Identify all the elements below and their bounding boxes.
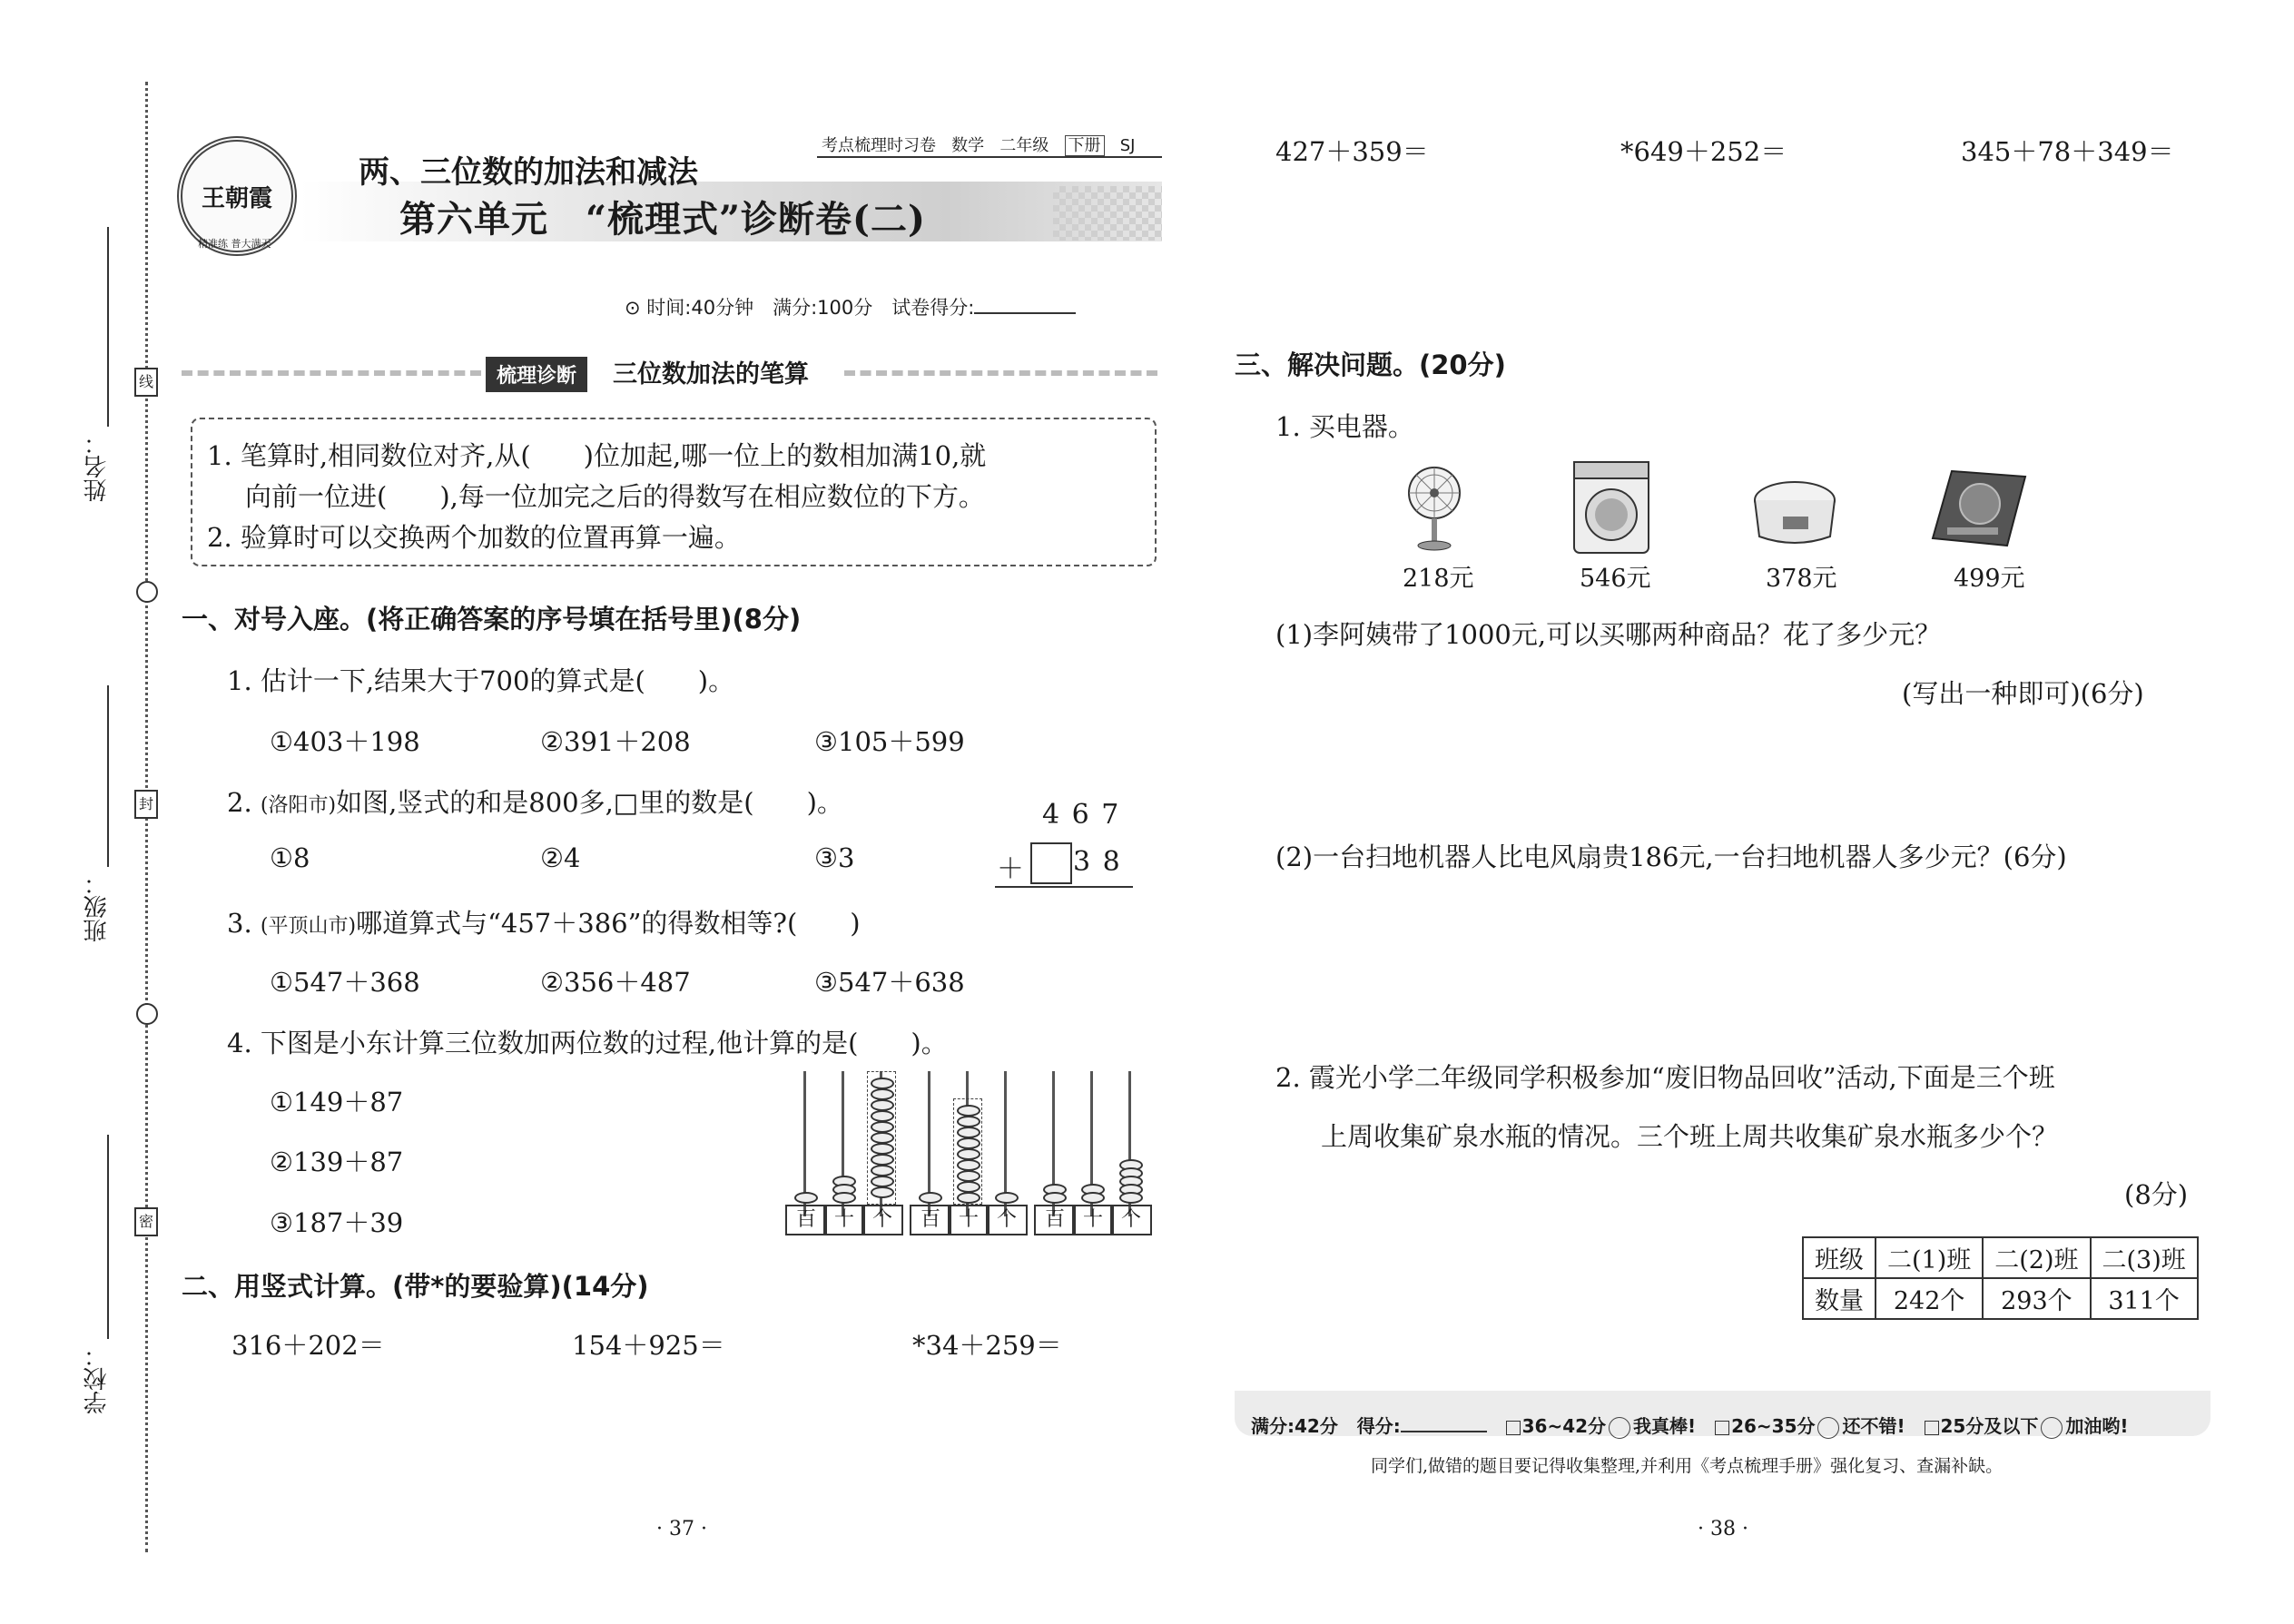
review-line-2: 2. 验算时可以交换两个加数的位置再算一遍。	[207, 522, 741, 553]
q3-1a-note: (写出一种即可)(6分)	[1902, 678, 2144, 709]
chapter-title: 两、三位数的加法和减法	[359, 154, 698, 191]
q3-1-title: 1. 买电器。	[1275, 411, 1414, 442]
q2-text: 如图,竖式的和是800多,□里的数是( )。	[336, 787, 843, 818]
vertical-bottom-number: 3 8	[1073, 846, 1122, 878]
page-number-left: · 37 ·	[656, 1518, 707, 1540]
table-cell: 班级	[1803, 1237, 1876, 1278]
induction-cooker-icon	[1929, 468, 2029, 549]
abacus-label-tens: 十	[1072, 1205, 1114, 1235]
q3-2-score: (8分)	[2124, 1179, 2189, 1210]
smile-face-icon	[1609, 1417, 1630, 1439]
abacus-label-hundreds: 百	[910, 1205, 951, 1235]
table-cell: 二(3)班	[2091, 1237, 2198, 1278]
table-cell: 242个	[1876, 1278, 1983, 1319]
abacus-label-hundreds: 百	[1034, 1205, 1076, 1235]
q4-option-1[interactable]: ①149＋87	[270, 1087, 404, 1117]
q1-option-1[interactable]: ①403＋198	[270, 726, 420, 757]
q1-option-3[interactable]: ③105＋599	[814, 726, 965, 757]
q3-option-1[interactable]: ①547＋368	[270, 967, 420, 998]
abacus-bead	[995, 1192, 1019, 1204]
abacus-label-hundreds: 百	[785, 1205, 827, 1235]
logo-subtitle: 精准练 普大满天	[198, 238, 271, 250]
table-header-row	[1803, 1237, 2198, 1278]
divider-left	[182, 370, 481, 376]
class-label: 班级：	[84, 871, 111, 942]
series-name: 考点梳理时习卷	[822, 136, 936, 155]
header-meta	[822, 133, 1135, 156]
header-rule	[817, 156, 1162, 158]
checkbox-tier1[interactable]	[1506, 1421, 1521, 1435]
score-bar-content	[1251, 1412, 2128, 1439]
got-score-label: 得分:	[1356, 1415, 1401, 1437]
section2-heading: 二、用竖式计算。(带*的要验算)(14分)	[182, 1271, 649, 1302]
q3-2-line1: 2. 霞光小学二年级同学积极参加“废旧物品回收”活动,下面是三个班	[1275, 1062, 2055, 1093]
q2-option-2[interactable]: ②4	[540, 842, 581, 873]
q3-number: 3.	[227, 908, 261, 939]
q3-text: 哪道算式与“457＋386”的得数相等?( )	[356, 908, 861, 939]
grade: 二年级	[999, 136, 1049, 155]
school-label: 学校：	[84, 1343, 111, 1414]
table-cell: 二(1)班	[1876, 1237, 1983, 1278]
tier1-range: 36~42分	[1521, 1415, 1607, 1437]
section1-heading: 一、对号入座。(将正确答案的序号填在括号里)(8分)	[182, 604, 802, 635]
binding-hole-icon	[136, 581, 158, 603]
calc-item-5[interactable]: *649＋252＝	[1620, 136, 1787, 167]
abacus-bead	[832, 1192, 856, 1204]
total-score-blank[interactable]	[974, 312, 1076, 314]
checkbox-tier3[interactable]	[1925, 1421, 1939, 1435]
time-info	[625, 293, 1076, 320]
table-cell: 数量	[1803, 1278, 1876, 1319]
abacus-label-tens: 十	[823, 1205, 865, 1235]
q1-option-2[interactable]: ②391＋208	[540, 726, 691, 757]
section3-heading: 三、解决问题。(20分)	[1235, 349, 1506, 380]
seal-char-seal: 封	[134, 790, 158, 819]
rice-cooker-icon	[1752, 477, 1838, 549]
checker-decoration	[1053, 186, 1162, 241]
q2-city: (洛阳市)	[260, 794, 337, 817]
tier3-range: 25分及以下	[1940, 1415, 2039, 1437]
abacus-bead	[794, 1192, 818, 1204]
vertical-plus-sign: ＋	[997, 853, 1024, 885]
fan-icon	[1403, 463, 1466, 554]
subject: 数学	[951, 136, 985, 155]
missing-digit-box[interactable]	[1030, 842, 1072, 884]
got-score-blank[interactable]	[1401, 1431, 1487, 1432]
edition: SJ	[1119, 136, 1136, 155]
q3-1a-text: (1)李阿姨带了1000元,可以买哪两种商品？花了多少元？	[1275, 619, 1942, 650]
price-rice-cooker: 378元	[1766, 565, 1837, 593]
abacus-bead	[919, 1192, 942, 1204]
q4-option-3[interactable]: ③187＋39	[270, 1207, 404, 1238]
q3-option-2[interactable]: ②356＋487	[540, 967, 691, 998]
page-title: 第六单元 “梳理式”诊断卷(二)	[399, 198, 926, 241]
price-fan: 218元	[1403, 565, 1474, 593]
tier2-range: 26~35分	[1731, 1415, 1816, 1437]
abacus-bead	[957, 1192, 980, 1204]
q2-option-1[interactable]: ①8	[270, 842, 310, 873]
price-induction: 499元	[1954, 565, 2025, 593]
class-bottle-table	[1802, 1236, 2199, 1320]
tier2-text: 还不错!	[1842, 1415, 1905, 1437]
full-score: 满分:42分	[1251, 1415, 1338, 1437]
logo-text: 王朝霞	[201, 184, 272, 212]
time-info-text: 时间:40分钟 满分:100分 试卷得分:	[646, 297, 975, 319]
abacus-label-ones: 个	[986, 1205, 1028, 1235]
school-blank[interactable]	[107, 1135, 109, 1339]
footer-note: 同学们,做错的题目要记得收集整理,并利用《考点梳理手册》强化复习、查漏补缺。	[1371, 1456, 2004, 1476]
review-line-1b: 向前一位进( ),每一位加完之后的得数写在相应数位的下方。	[245, 481, 985, 512]
divider-right	[844, 370, 1157, 376]
clock-icon: ⊙	[625, 297, 641, 319]
abacus-figure	[785, 1067, 1157, 1248]
binding-hole-icon	[136, 1003, 158, 1025]
q2-line	[227, 782, 843, 820]
table-row	[1803, 1278, 2198, 1319]
calc-item-2[interactable]: 154＋925＝	[572, 1330, 725, 1361]
q4-option-2[interactable]: ②139＋87	[270, 1147, 404, 1177]
class-blank[interactable]	[107, 685, 109, 867]
smile-face-icon	[1817, 1417, 1839, 1439]
cheer-face-icon	[2041, 1417, 2063, 1439]
vertical-sum-line	[995, 886, 1133, 888]
name-blank[interactable]	[107, 227, 109, 427]
abacus-label-tens: 十	[948, 1205, 989, 1235]
tier3-text: 加油哟!	[2065, 1415, 2129, 1437]
review-tag: 梳理诊断	[486, 357, 587, 392]
abacus-label-ones: 个	[1110, 1205, 1152, 1235]
vertical-top-number: 4 6 7	[1042, 799, 1121, 831]
name-label: 姓名：	[84, 431, 111, 502]
abacus-bead	[1081, 1192, 1105, 1204]
q3-2-line2: 上周收集矿泉水瓶的情况。三个班上周共收集矿泉水瓶多少个？	[1321, 1121, 2059, 1152]
checkbox-tier2[interactable]	[1715, 1421, 1729, 1435]
table-cell: 293个	[1983, 1278, 2090, 1319]
calc-item-4[interactable]: 427＋359＝	[1275, 136, 1429, 167]
q2-option-3[interactable]: ③3	[814, 842, 855, 873]
review-heading: 三位数加法的笔算	[613, 360, 809, 389]
tier1-text: 我真棒!	[1633, 1415, 1697, 1437]
calc-item-1[interactable]: 316＋202＝	[231, 1330, 385, 1361]
q3-1b-text: (2)一台扫地机器人比电风扇贵186元,一台扫地机器人多少元？(6分)	[1275, 842, 2067, 872]
q3-line	[227, 903, 861, 940]
table-cell: 311个	[2091, 1278, 2198, 1319]
q4-text: 4. 下图是小东计算三位数加两位数的过程,他计算的是( )。	[227, 1028, 948, 1058]
q2-number: 2.	[227, 787, 261, 818]
q3-city: (平顶山市)	[260, 915, 357, 938]
q3-option-3[interactable]: ③547＋638	[814, 967, 965, 998]
page-number-right: · 38 ·	[1698, 1518, 1748, 1540]
abacus-bead	[1119, 1192, 1143, 1204]
abacus-label-ones: 个	[861, 1205, 903, 1235]
abacus-bead	[1043, 1192, 1067, 1204]
calc-item-3[interactable]: *34＋259＝	[912, 1330, 1062, 1361]
price-washer: 546元	[1580, 565, 1651, 593]
abacus-bead	[871, 1186, 894, 1198]
volume: 下册	[1065, 135, 1105, 156]
calc-item-6[interactable]: 345＋78＋349＝	[1961, 136, 2174, 167]
review-line-1a: 1. 笔算时,相同数位对齐,从( )位加起,哪一位上的数相加满10,就	[207, 440, 987, 471]
seal-char-line: 线	[134, 368, 158, 397]
seal-char-secret: 密	[134, 1207, 158, 1236]
q1-text: 1. 估计一下,结果大于700的算式是( )。	[227, 665, 735, 696]
washing-machine-icon	[1570, 458, 1652, 556]
table-cell: 二(2)班	[1983, 1237, 2090, 1278]
